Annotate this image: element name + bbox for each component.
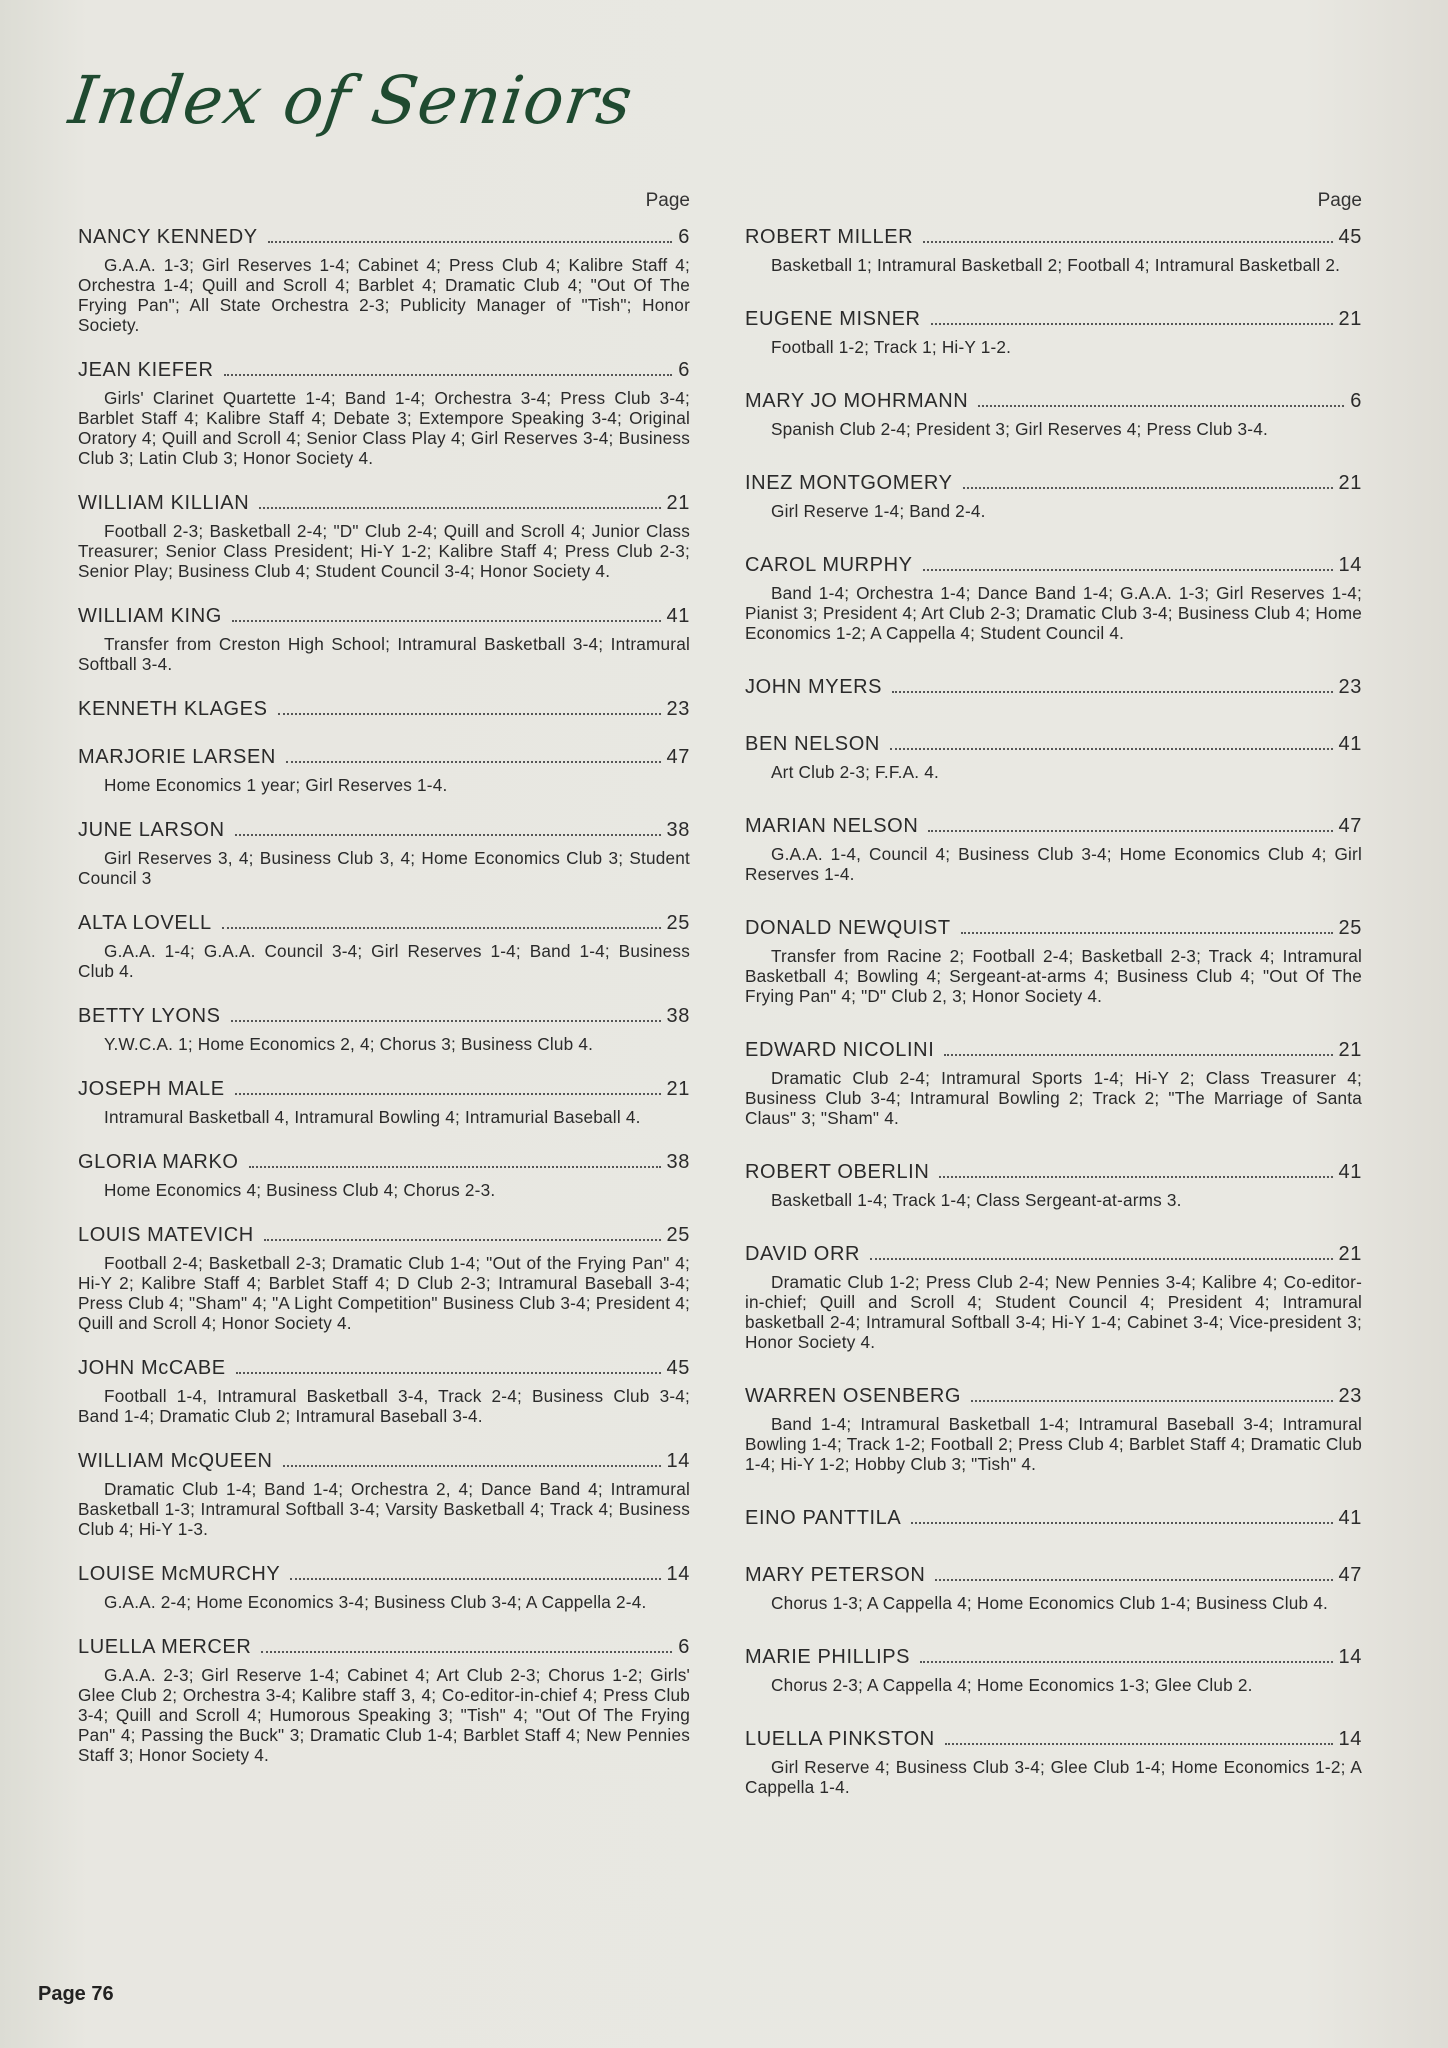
- dot-leader: [923, 241, 1332, 243]
- right-column: [745, 190, 1362, 1828]
- senior-entry: [78, 490, 690, 581]
- senior-name-line: [78, 1003, 690, 1029]
- senior-name-line: [78, 910, 690, 936]
- senior-name: EINO PANTTILA: [745, 1507, 902, 1529]
- dot-leader: [264, 1239, 661, 1241]
- senior-name-line: [78, 357, 690, 383]
- dot-leader: [928, 830, 1332, 832]
- dot-leader: [911, 1522, 1332, 1524]
- senior-activities: Band 1-4; Orchestra 1-4; Dance Band 1-4; G.A.A. 1-3; Girl Reserves 1-4; Pianist 3; President 4; Art Club 2-3; Dramatic Club 3-4; Business Club 4; Home Economics 1-2; A Cappella 4; Student Council 4.: [745, 583, 1362, 643]
- page-column-header: Page: [1317, 190, 1362, 211]
- senior-page-number: 47: [666, 746, 690, 768]
- senior-page-number: 14: [1338, 1728, 1362, 1750]
- dot-leader: [232, 620, 661, 622]
- senior-name-line: [745, 731, 1362, 757]
- senior-entry: [745, 224, 1362, 275]
- senior-name: ROBERT OBERLIN: [745, 1161, 930, 1183]
- senior-page-number: 14: [1338, 554, 1362, 576]
- senior-name: MARJORIE LARSEN: [78, 746, 276, 768]
- senior-page-number: 45: [666, 1357, 690, 1379]
- senior-activities: Basketball 1; Intramural Basketball 2; Football 4; Intramural Basketball 2.: [771, 255, 1341, 275]
- senior-name-line: [745, 552, 1362, 578]
- senior-activities: Football 1-2; Track 1; Hi-Y 1-2.: [771, 337, 1012, 357]
- senior-name-line: [745, 388, 1362, 414]
- senior-name: WILLIAM KING: [78, 605, 222, 627]
- dot-leader: [931, 323, 1333, 325]
- senior-page-number: 41: [1338, 1161, 1362, 1183]
- senior-name: WILLIAM KILLIAN: [78, 492, 250, 514]
- senior-name: KENNETH KLAGES: [78, 698, 268, 720]
- page-title: Index of Seniors: [64, 62, 638, 139]
- dot-leader: [939, 1176, 1332, 1178]
- senior-name: JUNE LARSON: [78, 819, 225, 841]
- dot-leader: [945, 1743, 1333, 1745]
- senior-list-left: [78, 224, 690, 1765]
- senior-name: JOHN McCABE: [78, 1357, 226, 1379]
- senior-activities: Girls' Clarinet Quartette 1-4; Band 1-4; Orchestra 3-4; Press Club 3-4; Barblet Staff 4; Kalibre Staff 4; Debate 3; Extempore Speaking 3-4; Original Oratory 4; Quill and Scroll 4; Senior Class Play 4; Girl Reserves 3-4; Business Club 3; Latin Club 3; Honor Society 4.: [78, 388, 690, 468]
- senior-name: WARREN OSENBERG: [745, 1385, 962, 1407]
- senior-entry: [78, 744, 690, 795]
- senior-entry: [78, 1076, 690, 1127]
- senior-entry: [78, 357, 690, 468]
- senior-entry: [78, 224, 690, 335]
- senior-entry: [745, 1241, 1362, 1352]
- dot-leader: [870, 1258, 1333, 1260]
- senior-name-line: [78, 1634, 690, 1660]
- dot-leader: [935, 1579, 1332, 1581]
- senior-name: LOUIS MATEVICH: [78, 1224, 254, 1246]
- senior-entry: [78, 1561, 690, 1612]
- senior-page-number: 25: [666, 1224, 690, 1246]
- senior-page-number: 38: [666, 1151, 690, 1173]
- senior-page-number: 21: [666, 492, 690, 514]
- senior-page-number: 14: [1338, 1646, 1362, 1668]
- dot-leader: [235, 834, 661, 836]
- dot-leader: [259, 507, 660, 509]
- senior-entry: [745, 813, 1362, 884]
- senior-entry: [745, 552, 1362, 643]
- senior-page-number: 41: [1338, 733, 1362, 755]
- senior-activities: Girl Reserve 1-4; Band 2-4.: [771, 501, 986, 521]
- senior-page-number: 21: [1338, 1039, 1362, 1061]
- senior-entry: [78, 1149, 690, 1200]
- senior-activities: G.A.A. 2-3; Girl Reserve 1-4; Cabinet 4; Art Club 2-3; Chorus 1-2; Girls' Glee Club 2; Orchestra 3-4; Kalibre staff 3, 4; Co-editor-in-chief 4; Press Club 3-4; Quill and Scroll 4; Humorous Speaking 3; "Tish" 4; "Out Of The Frying Pan" 4; Passing the Buck" 3; Dramatic Club 1-4; Barblet Staff 4; New Pennies Staff 3; Honor Society 4.: [78, 1665, 690, 1765]
- dot-leader: [231, 1020, 661, 1022]
- dot-leader: [283, 1465, 661, 1467]
- page-column-header: Page: [645, 190, 690, 211]
- senior-name-line: [745, 1562, 1362, 1588]
- senior-name-line: [78, 1076, 690, 1102]
- senior-name-line: [78, 603, 690, 629]
- senior-activities: Chorus 1-3; A Cappella 4; Home Economics Club 1-4; Business Club 4.: [771, 1593, 1328, 1613]
- dot-leader: [235, 1093, 661, 1095]
- senior-activities: Transfer from Racine 2; Football 2-4; Basketball 2-3; Track 4; Intramural Basketball 4; Bowling 4; Sergeant-at-arms 4; Business Club 4; "Out Of The Frying Pan" 4; "D" Club 2, 3; Honor Society 4.: [745, 946, 1362, 1006]
- senior-activities: Transfer from Creston High School; Intramural Basketball 3-4; Intramural Softball 3-4.: [78, 634, 690, 674]
- senior-entry: [745, 1505, 1362, 1531]
- senior-name-line: [78, 1355, 690, 1381]
- senior-page-number: 14: [666, 1563, 690, 1585]
- senior-page-number: 23: [1338, 1385, 1362, 1407]
- senior-name: JOSEPH MALE: [78, 1078, 225, 1100]
- senior-page-number: 14: [666, 1450, 690, 1472]
- senior-name: INEZ MONTGOMERY: [745, 472, 953, 494]
- dot-leader: [920, 1661, 1332, 1663]
- senior-activities: Band 1-4; Intramural Basketball 1-4; Intramural Baseball 3-4; Intramural Bowling 1-4; Track 1-2; Football 2; Press Club 4; Barblet Staff 4; Dramatic Club 1-4; Hi-Y 1-2; Hobby Club 3; "Tish" 4.: [745, 1414, 1362, 1474]
- senior-entry: [745, 731, 1362, 782]
- dot-leader: [224, 374, 673, 376]
- senior-activities: Home Economics 1 year; Girl Reserves 1-4.: [104, 775, 448, 795]
- senior-name-line: [78, 224, 690, 250]
- senior-name: EDWARD NICOLINI: [745, 1039, 935, 1061]
- senior-entry: [745, 470, 1362, 521]
- senior-page-number: 21: [1338, 1243, 1362, 1265]
- dot-leader: [944, 1054, 1332, 1056]
- senior-name: ALTA LOVELL: [78, 912, 212, 934]
- senior-activities: Intramural Basketball 4, Intramural Bowling 4; Intramurial Baseball 4.: [104, 1107, 641, 1127]
- dot-leader: [278, 713, 661, 715]
- senior-name-line: [745, 1159, 1362, 1185]
- senior-activities: Girl Reserve 4; Business Club 3-4; Glee Club 1-4; Home Economics 1-2; A Cappella 1-4.: [745, 1757, 1362, 1797]
- senior-page-number: 38: [666, 819, 690, 841]
- senior-name-line: [78, 696, 690, 722]
- dot-leader: [236, 1372, 661, 1374]
- senior-activities: Art Club 2-3; F.F.A. 4.: [771, 762, 939, 782]
- senior-name: NANCY KENNEDY: [78, 226, 258, 248]
- senior-page-number: 47: [1338, 1564, 1362, 1586]
- senior-page-number: 21: [1338, 472, 1362, 494]
- senior-name-line: [745, 224, 1362, 250]
- senior-entry: [745, 1726, 1362, 1797]
- dot-leader: [923, 569, 1333, 571]
- senior-page-number: 21: [666, 1078, 690, 1100]
- senior-page-number: 6: [678, 359, 690, 381]
- senior-name: MARIE PHILLIPS: [745, 1646, 911, 1668]
- senior-entry: [745, 1562, 1362, 1613]
- senior-page-number: 38: [666, 1005, 690, 1027]
- senior-name-line: [78, 1561, 690, 1587]
- senior-name-line: [745, 1644, 1362, 1670]
- senior-entry: [745, 1159, 1362, 1210]
- senior-activities: Chorus 2-3; A Cappella 4; Home Economics 1-3; Glee Club 2.: [771, 1675, 1253, 1695]
- senior-name: LUELLA PINKSTON: [745, 1728, 935, 1750]
- senior-name: DONALD NEWQUIST: [745, 917, 951, 939]
- dot-leader: [261, 1651, 672, 1653]
- senior-entry: [745, 1644, 1362, 1695]
- senior-name-line: [78, 1448, 690, 1474]
- page-number: Page 76: [38, 1983, 114, 2005]
- senior-entry: [78, 696, 690, 722]
- senior-page-number: 6: [678, 1636, 690, 1658]
- senior-name: DAVID ORR: [745, 1243, 861, 1265]
- senior-page-number: 23: [666, 698, 690, 720]
- senior-name: CAROL MURPHY: [745, 554, 913, 576]
- dot-leader: [268, 241, 673, 243]
- senior-name: MARY PETERSON: [745, 1564, 926, 1586]
- senior-page-number: 6: [1350, 390, 1362, 412]
- senior-name-line: [745, 813, 1362, 839]
- senior-name-line: [745, 1241, 1362, 1267]
- senior-activities: Dramatic Club 1-2; Press Club 2-4; New Pennies 3-4; Kalibre 4; Co-editor-in-chief; Quill and Scroll 4; Student Council 4; President 4; Intramural basketball 2-4; Intramural Softball 3-4; Hi-Y 1-4; Cabinet 3-4; Vice-president 3; Honor Society 4.: [745, 1272, 1362, 1352]
- dot-leader: [961, 932, 1333, 934]
- senior-list-right: [745, 224, 1362, 1797]
- left-column: [78, 190, 690, 1787]
- senior-entry: [78, 1448, 690, 1539]
- senior-activities: Spanish Club 2-4; President 3; Girl Reserves 4; Press Club 3-4.: [771, 419, 1268, 439]
- senior-activities: G.A.A. 1-4; G.A.A. Council 3-4; Girl Reserves 1-4; Band 1-4; Business Club 4.: [78, 941, 690, 981]
- senior-name: LOUISE McMURCHY: [78, 1563, 281, 1585]
- senior-activities: Basketball 1-4; Track 1-4; Class Sergeant-at-arms 3.: [771, 1190, 1182, 1210]
- senior-name-line: [78, 1222, 690, 1248]
- senior-page-number: 45: [1338, 226, 1362, 248]
- senior-name-line: [745, 1505, 1362, 1531]
- senior-name: WILLIAM McQUEEN: [78, 1450, 273, 1472]
- senior-name: MARY JO MOHRMANN: [745, 390, 969, 412]
- senior-activities: G.A.A. 2-4; Home Economics 3-4; Business Club 3-4; A Cappella 2-4.: [104, 1592, 647, 1612]
- senior-name-line: [745, 470, 1362, 496]
- senior-entry: [745, 674, 1362, 700]
- dot-leader: [971, 1400, 1332, 1402]
- senior-name: BEN NELSON: [745, 733, 880, 755]
- senior-page-number: 41: [666, 605, 690, 627]
- senior-entry: [78, 910, 690, 981]
- senior-activities: Football 2-4; Basketball 2-3; Dramatic Club 1-4; "Out of the Frying Pan" 4; Hi-Y 2; Kalibre Staff 4; Barblet Staff 4; D Club 2-3; Intramural Baseball 3-4; Press Club 4; "Sham" 4; "A Light Competition" Business Club 3-4; President 4; Quill and Scroll 4; Honor Society 4.: [78, 1253, 690, 1333]
- senior-name-line: [78, 1149, 690, 1175]
- senior-name-line: [745, 674, 1362, 700]
- senior-entry: [745, 1037, 1362, 1128]
- senior-entry: [745, 306, 1362, 357]
- senior-name: JOHN MYERS: [745, 676, 883, 698]
- senior-name-line: [78, 817, 690, 843]
- senior-activities: Dramatic Club 2-4; Intramural Sports 1-4; Hi-Y 2; Class Treasurer 4; Business Club 3-4; Intramural Bowling 2; Track 2; "The Marriage of Santa Claus" 3; "Sham" 4.: [745, 1068, 1362, 1128]
- senior-page-number: 47: [1338, 815, 1362, 837]
- dot-leader: [892, 691, 1332, 693]
- senior-activities: Girl Reserves 3, 4; Business Club 3, 4; Home Economics Club 3; Student Council 3: [78, 848, 690, 888]
- senior-entry: [78, 817, 690, 888]
- senior-page-number: 41: [1338, 1507, 1362, 1529]
- senior-entry: [745, 1383, 1362, 1474]
- senior-page-number: 25: [1338, 917, 1362, 939]
- senior-name: LUELLA MERCER: [78, 1636, 252, 1658]
- senior-activities: Football 2-3; Basketball 2-4; "D" Club 2-4; Quill and Scroll 4; Junior Class Treasurer; Senior Class President; Hi-Y 1-2; Kalibre Staff 4; Press Club 2-3; Senior Play; Business Club 4; Student Council 3-4; Honor Society 4.: [78, 521, 690, 581]
- senior-page-number: 21: [1338, 308, 1362, 330]
- dot-leader: [890, 748, 1333, 750]
- senior-name-line: [745, 306, 1362, 332]
- senior-entry: [78, 1222, 690, 1333]
- senior-entry: [745, 915, 1362, 1006]
- senior-entry: [745, 388, 1362, 439]
- senior-page-number: 25: [666, 912, 690, 934]
- senior-page-number: 6: [678, 226, 690, 248]
- senior-entry: [78, 1634, 690, 1765]
- dot-leader: [286, 761, 661, 763]
- senior-activities: Y.W.C.A. 1; Home Economics 2, 4; Chorus 3; Business Club 4.: [104, 1034, 594, 1054]
- dot-leader: [222, 927, 661, 929]
- dot-leader: [963, 487, 1333, 489]
- senior-name-line: [745, 915, 1362, 941]
- dot-leader: [978, 405, 1344, 407]
- senior-entry: [78, 1355, 690, 1426]
- senior-name: BETTY LYONS: [78, 1005, 221, 1027]
- senior-page-number: 23: [1338, 676, 1362, 698]
- senior-name: MARIAN NELSON: [745, 815, 919, 837]
- senior-name-line: [78, 490, 690, 516]
- senior-name-line: [745, 1037, 1362, 1063]
- senior-activities: G.A.A. 1-4, Council 4; Business Club 3-4; Home Economics Club 4; Girl Reserves 1-4.: [745, 844, 1362, 884]
- senior-activities: Dramatic Club 1-4; Band 1-4; Orchestra 2, 4; Dance Band 4; Intramural Basketball 1-3; Intramural Softball 3-4; Varsity Basketball 4; Track 4; Business Club 4; Hi-Y 1-3.: [78, 1479, 690, 1539]
- senior-name-line: [745, 1726, 1362, 1752]
- senior-name-line: [745, 1383, 1362, 1409]
- senior-name: ROBERT MILLER: [745, 226, 914, 248]
- dot-leader: [290, 1578, 660, 1580]
- dot-leader: [249, 1166, 661, 1168]
- senior-name: JEAN KIEFER: [78, 359, 214, 381]
- senior-entry: [78, 603, 690, 674]
- senior-name: GLORIA MARKO: [78, 1151, 239, 1173]
- senior-name-line: [78, 744, 690, 770]
- senior-entry: [78, 1003, 690, 1054]
- senior-activities: G.A.A. 1-3; Girl Reserves 1-4; Cabinet 4; Press Club 4; Kalibre Staff 4; Orchestra 1-4; Quill and Scroll 4; Barblet 4; Dramatic Club 4; "Out Of The Frying Pan"; All State Orchestra 2-3; Publicity Manager of "Tish"; Honor Society.: [78, 255, 690, 335]
- senior-activities: Home Economics 4; Business Club 4; Chorus 2-3.: [104, 1180, 496, 1200]
- senior-name: EUGENE MISNER: [745, 308, 921, 330]
- senior-activities: Football 1-4, Intramural Basketball 3-4, Track 2-4; Business Club 3-4; Band 1-4; Dramatic Club 2; Intramural Baseball 3-4.: [78, 1386, 690, 1426]
